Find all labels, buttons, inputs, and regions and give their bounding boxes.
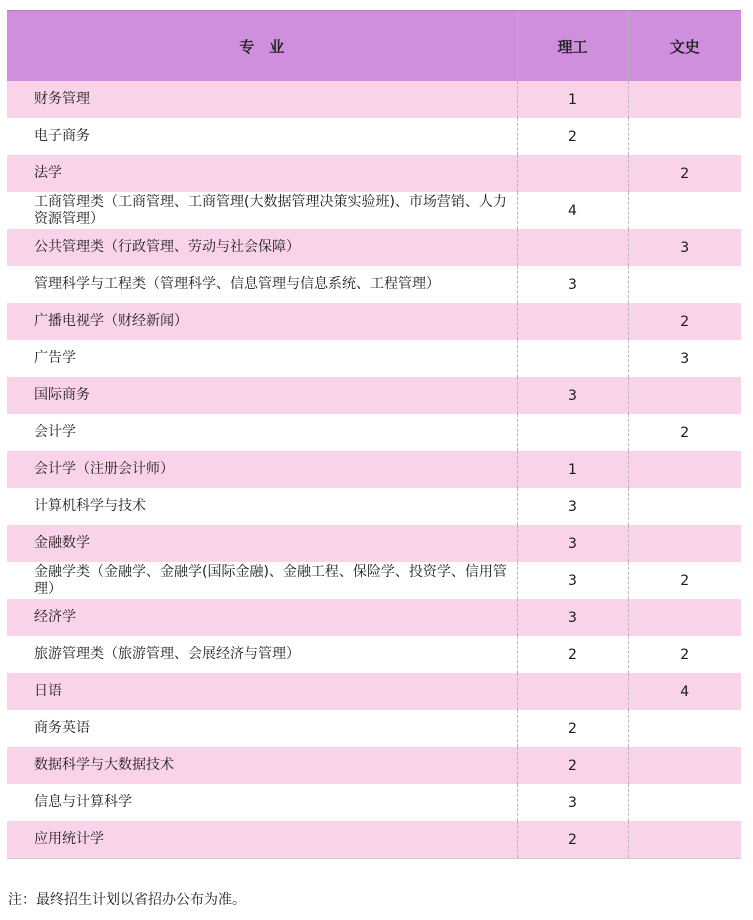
science-count-cell: 2 <box>517 636 628 673</box>
science-count-cell: 3 <box>517 377 628 414</box>
major-cell: 会计学（注册会计师） <box>7 451 517 488</box>
major-cell: 商务英语 <box>7 710 517 747</box>
liberal-count-cell <box>628 821 741 859</box>
major-cell: 经济学 <box>7 599 517 636</box>
liberal-count-cell <box>628 118 741 155</box>
table-row <box>7 377 741 414</box>
table-row <box>7 784 741 821</box>
liberal-count-cell: 3 <box>628 229 741 266</box>
major-cell: 国际商务 <box>7 377 517 414</box>
liberal-count-cell <box>628 525 741 562</box>
liberal-count-cell: 2 <box>628 414 741 451</box>
major-cell: 会计学 <box>7 414 517 451</box>
enrollment-plan-table <box>7 10 741 859</box>
liberal-count-cell: 2 <box>628 636 741 673</box>
liberal-count-cell <box>628 599 741 636</box>
liberal-count-cell: 2 <box>628 303 741 340</box>
science-count-cell: 3 <box>517 599 628 636</box>
major-cell: 信息与计算科学 <box>7 784 517 821</box>
science-count-cell: 1 <box>517 451 628 488</box>
table-row <box>7 414 741 451</box>
major-cell: 财务管理 <box>7 81 517 118</box>
table-row <box>7 118 741 155</box>
major-cell: 应用统计学 <box>7 821 517 859</box>
table-row <box>7 303 741 340</box>
science-count-cell: 3 <box>517 488 628 525</box>
table-row <box>7 525 741 562</box>
science-count-cell: 3 <box>517 266 628 303</box>
liberal-count-cell <box>628 266 741 303</box>
major-cell: 金融学类（金融学、金融学(国际金融)、金融工程、保险学、投资学、信用管理） <box>7 562 517 599</box>
table-header-row <box>7 11 741 82</box>
table-row <box>7 636 741 673</box>
table-body <box>7 81 741 859</box>
science-count-cell <box>517 414 628 451</box>
table-row <box>7 340 741 377</box>
major-cell: 工商管理类（工商管理、工商管理(大数据管理决策实验班)、市场营销、人力资源管理） <box>7 192 517 229</box>
liberal-count-cell <box>628 710 741 747</box>
table-row <box>7 155 741 192</box>
major-cell: 数据科学与大数据技术 <box>7 747 517 784</box>
major-cell: 计算机科学与技术 <box>7 488 517 525</box>
liberal-count-cell <box>628 81 741 118</box>
liberal-count-cell <box>628 747 741 784</box>
liberal-count-cell <box>628 451 741 488</box>
table-row <box>7 192 741 229</box>
science-count-cell <box>517 155 628 192</box>
science-count-cell: 4 <box>517 192 628 229</box>
liberal-count-cell: 2 <box>628 562 741 599</box>
major-cell: 广播电视学（财经新闻） <box>7 303 517 340</box>
major-cell: 广告学 <box>7 340 517 377</box>
science-count-cell: 3 <box>517 562 628 599</box>
liberal-count-cell: 3 <box>628 340 741 377</box>
science-count-cell <box>517 229 628 266</box>
major-cell: 金融数学 <box>7 525 517 562</box>
header-liberal-arts: 文史 <box>628 11 741 82</box>
science-count-cell: 3 <box>517 784 628 821</box>
liberal-count-cell <box>628 784 741 821</box>
science-count-cell: 3 <box>517 525 628 562</box>
table-row <box>7 599 741 636</box>
header-science: 理工 <box>517 11 628 82</box>
liberal-count-cell <box>628 488 741 525</box>
science-count-cell: 1 <box>517 81 628 118</box>
science-count-cell <box>517 673 628 710</box>
major-cell: 公共管理类（行政管理、劳动与社会保障） <box>7 229 517 266</box>
liberal-count-cell: 4 <box>628 673 741 710</box>
table-row <box>7 266 741 303</box>
major-cell: 管理科学与工程类（管理科学、信息管理与信息系统、工程管理） <box>7 266 517 303</box>
major-cell: 日语 <box>7 673 517 710</box>
table-row <box>7 710 741 747</box>
table-row <box>7 673 741 710</box>
major-cell: 法学 <box>7 155 517 192</box>
science-count-cell: 2 <box>517 118 628 155</box>
science-count-cell <box>517 303 628 340</box>
table-row <box>7 747 741 784</box>
major-cell: 电子商务 <box>7 118 517 155</box>
science-count-cell: 2 <box>517 710 628 747</box>
enrollment-plan-table-container <box>7 10 741 859</box>
liberal-count-cell: 2 <box>628 155 741 192</box>
science-count-cell <box>517 340 628 377</box>
liberal-count-cell <box>628 377 741 414</box>
table-row <box>7 488 741 525</box>
science-count-cell: 2 <box>517 821 628 859</box>
table-row <box>7 229 741 266</box>
liberal-count-cell <box>628 192 741 229</box>
footnote: 注：最终招生计划以省招办公布为准。 <box>8 892 246 908</box>
table-row <box>7 821 741 859</box>
table-row <box>7 81 741 118</box>
table-row <box>7 451 741 488</box>
science-count-cell: 2 <box>517 747 628 784</box>
major-cell: 旅游管理类（旅游管理、会展经济与管理） <box>7 636 517 673</box>
header-major: 专 业 <box>7 11 517 82</box>
table-row <box>7 562 741 599</box>
